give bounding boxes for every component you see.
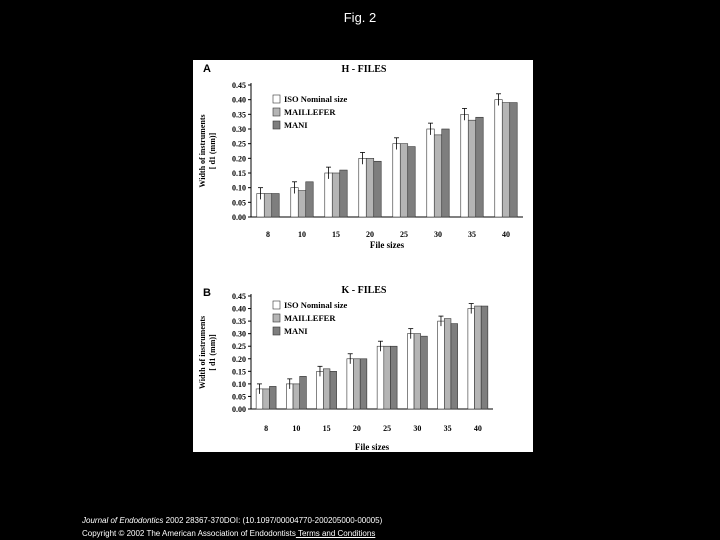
chart-b-legend-swatch xyxy=(273,301,280,309)
chart-b-x-tick-label: 10 xyxy=(292,424,301,433)
chart-a-bar xyxy=(408,147,415,217)
chart-a-bar xyxy=(476,117,483,217)
chart-b-bar xyxy=(444,319,451,409)
chart-b-y-tick-label: 0.15 xyxy=(232,367,246,377)
chart-b-legend-label: MAILLEFER xyxy=(284,313,336,323)
chart-a-bar xyxy=(332,173,339,217)
chart-b-y-label: [ d1 (mm)] xyxy=(208,334,217,371)
chart-a-bar xyxy=(306,182,313,217)
chart-a-bar xyxy=(366,158,373,217)
chart-a-y-tick-label: 0.35 xyxy=(232,110,246,120)
chart-b-bar xyxy=(438,321,445,409)
chart-a-bar xyxy=(468,120,475,217)
chart-a-y-tick-label: 0.00 xyxy=(232,213,246,222)
chart-a-legend-swatch xyxy=(273,121,280,129)
chart-b-legend-swatch xyxy=(273,327,280,335)
chart-a-y-label: [ d1 (mm)] xyxy=(208,132,217,170)
chart-a-bar xyxy=(442,129,449,217)
chart-b-bar xyxy=(360,359,367,409)
chart-a-y-tick-label: 0.25 xyxy=(232,139,246,149)
chart-a-y-tick-label: 0.15 xyxy=(232,169,246,178)
chart-b-y-tick-label: 0.45 xyxy=(232,292,246,301)
chart-a-bar xyxy=(374,161,381,217)
citation-line xyxy=(82,516,382,525)
chart-a-legend-label: ISO Nominal size xyxy=(284,94,348,104)
chart-b-x-tick-label: 25 xyxy=(383,424,392,433)
chart-b-y-tick-label: 0.30 xyxy=(232,329,246,339)
chart-b-legend-swatch xyxy=(273,314,280,322)
chart-a-y-tick-label: 0.45 xyxy=(232,81,246,90)
chart-b-y-tick-label: 0.20 xyxy=(232,354,246,364)
citation-text: 2002 28367-370DOI: (10.1097/00004770-200205000-00005) xyxy=(163,516,383,525)
chart-a-bar xyxy=(461,114,468,217)
chart-b-x-tick-label: 20 xyxy=(352,424,361,433)
figure-panel xyxy=(193,60,533,452)
journal-name: Journal of Endodontics xyxy=(82,516,164,525)
figure-title: Fig. 2 xyxy=(343,10,377,25)
chart-a-y-label: Width of instruments xyxy=(198,114,207,188)
chart-b-y-tick-label: 0.25 xyxy=(232,342,246,352)
chart-b-bar xyxy=(347,359,354,409)
chart-a-bar xyxy=(272,194,279,217)
chart-b-bar xyxy=(300,376,307,409)
chart-a-legend-swatch xyxy=(273,95,280,103)
terms-link[interactable]: Terms and Conditions xyxy=(295,529,376,538)
chart-b-bar xyxy=(293,384,300,409)
chart-a-bar xyxy=(434,135,441,217)
chart-a-bar xyxy=(495,100,502,217)
chart-a-bar xyxy=(325,173,332,217)
chart-a-legend-label: MANI xyxy=(284,120,308,130)
chart-a-x-tick-label: 25 xyxy=(400,230,408,239)
chart-a-panel-label: A xyxy=(203,63,211,75)
chart-a-x-tick-label: 10 xyxy=(298,230,306,239)
chart-b-title: K - FILES xyxy=(341,285,387,296)
chart-b-x-label: File sizes xyxy=(354,442,390,452)
chart-b-bar xyxy=(407,334,414,409)
chart-a-y-tick-label: 0.20 xyxy=(232,154,246,164)
chart-b-bar xyxy=(269,386,276,409)
chart-b-x-tick-label: 35 xyxy=(443,424,452,433)
chart-b-bar xyxy=(263,389,270,409)
chart-a-legend-label: MAILLEFER xyxy=(284,107,336,117)
chart-b-legend-label: ISO Nominal size xyxy=(284,300,348,310)
chart-b-bar xyxy=(475,306,482,409)
chart-b-bar xyxy=(323,369,330,409)
chart-b-bar xyxy=(481,306,488,409)
chart-b-bar xyxy=(468,309,475,409)
chart-a-y-tick-label: 0.05 xyxy=(232,198,246,208)
chart-b-y-tick-label: 0.35 xyxy=(232,317,246,327)
chart-a-x-tick-label: 30 xyxy=(434,230,442,239)
chart-a-bar xyxy=(264,194,271,217)
chart-a-x-tick-label: 15 xyxy=(332,230,340,239)
chart-a-y-tick-label: 0.10 xyxy=(232,183,246,193)
chart-b-bar xyxy=(451,324,458,409)
chart-b-y-tick-label: 0.10 xyxy=(232,379,246,389)
chart-b-y-tick-label: 0.00 xyxy=(232,405,246,414)
chart-b-bar xyxy=(317,371,324,409)
chart-a-bar xyxy=(340,170,347,217)
chart-b-bar xyxy=(377,346,384,409)
chart-b-legend-label: MANI xyxy=(284,326,308,336)
chart-a-x-label: File sizes xyxy=(369,240,405,250)
chart-a-title: H - FILES xyxy=(341,64,387,75)
copyright-line xyxy=(82,529,375,538)
chart-a-bar xyxy=(400,144,407,217)
chart-b-x-tick-label: 30 xyxy=(413,424,422,433)
chart-a-y-tick-label: 0.30 xyxy=(232,125,246,134)
chart-a-y-tick-label: 0.40 xyxy=(232,95,246,105)
chart-a-bar xyxy=(502,103,509,217)
chart-a-bar xyxy=(359,158,366,217)
chart-a-x-tick-label: 40 xyxy=(502,230,510,239)
chart-b-y-tick-label: 0.40 xyxy=(232,304,246,314)
chart-b-bar xyxy=(414,334,421,409)
chart-a-bar xyxy=(510,103,517,217)
copyright-text: Copyright © 2002 The American Association of Endodontists xyxy=(82,529,296,538)
chart-b-x-tick-label: 40 xyxy=(473,424,482,433)
chart-a-x-tick-label: 20 xyxy=(366,230,374,239)
chart-b-x-tick-label: 15 xyxy=(322,424,331,433)
chart-a-x-tick-label: 8 xyxy=(266,230,270,239)
chart-a-bar xyxy=(393,144,400,217)
chart-a-x-tick-label: 35 xyxy=(468,230,476,239)
chart-b-bar xyxy=(330,371,337,409)
chart-b-x-tick-label: 8 xyxy=(264,424,269,433)
chart-b-bar xyxy=(390,346,397,409)
chart-b-bar xyxy=(421,336,428,409)
figure-svg xyxy=(193,60,533,452)
chart-b-bar xyxy=(354,359,361,409)
chart-a-bar xyxy=(298,191,305,217)
chart-b-bar xyxy=(384,346,391,409)
chart-b-y-label: Width of instruments xyxy=(198,315,207,390)
chart-a-legend-swatch xyxy=(273,108,280,116)
chart-b-panel-label: B xyxy=(203,287,211,299)
chart-a-bar xyxy=(427,129,434,217)
chart-b-y-tick-label: 0.05 xyxy=(232,392,246,402)
